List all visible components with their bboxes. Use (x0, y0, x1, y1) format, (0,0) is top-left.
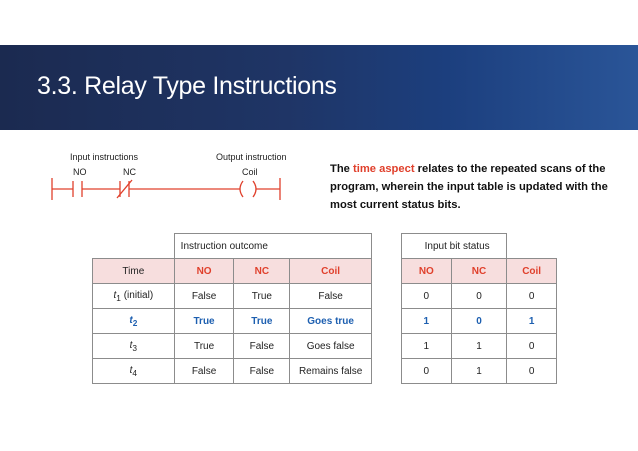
ladder-diagram (40, 150, 300, 220)
input-instructions-label: Input instructions (70, 152, 139, 162)
coil-cell: Goes true (290, 309, 372, 334)
no-label: NO (73, 167, 87, 177)
input-bit-status-table (401, 233, 557, 384)
coil-cell: Remains false (290, 359, 372, 384)
table-row (93, 359, 372, 384)
status-col-header-nc: NC (451, 259, 507, 284)
coil-label: Coil (242, 167, 258, 177)
nc-cell: False (234, 359, 290, 384)
nc-cell: True (234, 309, 290, 334)
status-no-cell: 0 (402, 284, 452, 309)
col-header-no: NO (174, 259, 234, 284)
slide-title: 3.3. Relay Type Instructions (37, 72, 337, 100)
description-prefix: The (330, 163, 353, 175)
status-col-header-coil: Coil (507, 259, 557, 284)
table-row (402, 334, 557, 359)
no-cell: True (174, 334, 234, 359)
description-highlight: time aspect (353, 163, 415, 175)
nc-cell: False (234, 334, 290, 359)
table-row (93, 334, 372, 359)
status-col-header-no: NO (402, 259, 452, 284)
status-coil-cell: 0 (507, 284, 557, 309)
col-header-nc: NC (234, 259, 290, 284)
status-nc-cell: 1 (451, 334, 507, 359)
nc-label: NC (123, 167, 136, 177)
coil-cell: False (290, 284, 372, 309)
status-no-cell: 1 (402, 309, 452, 334)
coil-icon (240, 181, 256, 197)
col-header-coil: Coil (290, 259, 372, 284)
status-coil-cell: 0 (507, 359, 557, 384)
description-suffix: relates to the repeated scans of the program, wherein the input table is updated with the most current status bits. (330, 163, 608, 211)
table-row (93, 284, 372, 309)
status-group-header: Input bit status (402, 234, 507, 259)
time-cell: $t_2$ (93, 309, 175, 334)
instruction-outcome-table (92, 233, 372, 384)
status-no-cell: 1 (402, 334, 452, 359)
no-cell: True (174, 309, 234, 334)
description-text (330, 160, 620, 214)
table-row (402, 284, 557, 309)
time-cell: $t_3$ (93, 334, 175, 359)
col-header-time: Time (93, 259, 175, 284)
status-nc-cell: 0 (451, 309, 507, 334)
outcome-group-header: Instruction outcome (174, 234, 371, 259)
no-cell: False (174, 284, 234, 309)
no-contact-icon (73, 181, 82, 197)
status-nc-cell: 1 (451, 359, 507, 384)
coil-cell: Goes false (290, 334, 372, 359)
table-row (402, 309, 557, 334)
output-instruction-label: Output instruction (216, 152, 287, 162)
status-coil-cell: 0 (507, 334, 557, 359)
status-coil-cell: 1 (507, 309, 557, 334)
ladder-rung (40, 150, 300, 220)
status-nc-cell: 0 (451, 284, 507, 309)
no-cell: False (174, 359, 234, 384)
table-row (93, 309, 372, 334)
status-no-cell: 0 (402, 359, 452, 384)
time-cell: $t_4$ (93, 359, 175, 384)
nc-cell: True (234, 284, 290, 309)
time-cell: $t_1$ (initial) (93, 284, 175, 309)
table-row (402, 359, 557, 384)
